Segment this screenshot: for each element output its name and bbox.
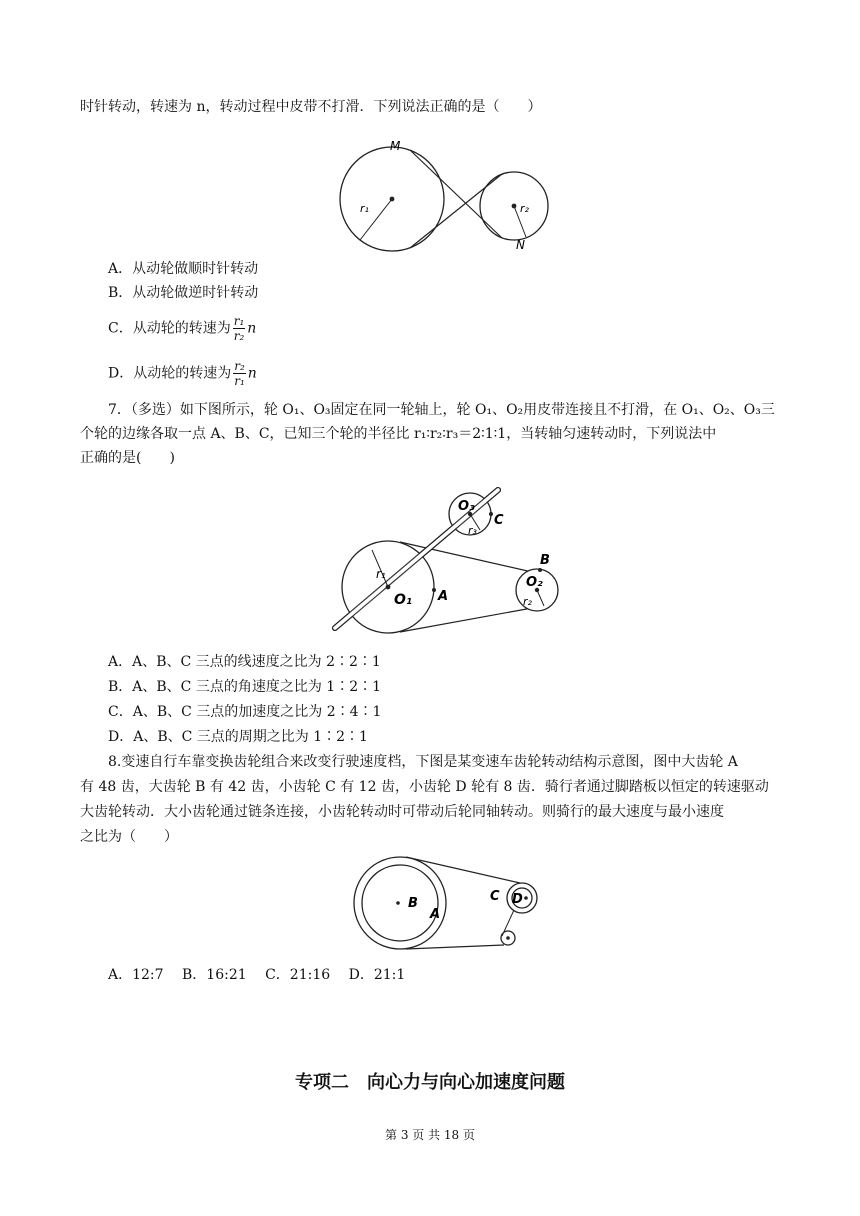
q8-gear-chain-figure <box>350 856 550 956</box>
q7-label-B: B <box>540 553 550 568</box>
q6-option-c-fraction <box>233 314 246 343</box>
q8-options: A．12:7 B．16:21 C．21:16 D．21:1 <box>108 967 406 983</box>
q7-label-r1: r₁ <box>376 567 386 581</box>
q7-label-r2: r₂ <box>523 595 532 608</box>
q7-label-r3: r₃ <box>468 524 477 537</box>
q7-label-O2: O₂ <box>526 575 543 590</box>
q6-label-r2: r₂ <box>520 202 529 215</box>
q6-option-b: B．从动轮做逆时针转动 <box>108 285 259 301</box>
q7-option-a: A．A、B、C 三点的线速度之比为 2∶2∶1 <box>108 654 381 670</box>
q7-stem-line1: 7．（多选）如下图所示，轮 O₁、O₃固定在同一轮轴上，轮 O₁、O₂用皮带连接且不打滑，在 O₁、O₂、O₃三 <box>108 402 775 418</box>
q7-label-C: C <box>494 513 504 528</box>
q7-three-wheel-figure <box>330 478 565 638</box>
q8-label-B: B <box>408 896 418 911</box>
section-heading: 专项二 向心力与向心加速度问题 <box>295 1072 565 1093</box>
q6-option-c <box>108 314 256 343</box>
q7-stem-line3: 正确的是( ) <box>80 450 175 466</box>
q7-option-b: B．A、B、C 三点的角速度之比为 1∶2∶1 <box>108 679 382 695</box>
q6-option-c-numerator: r₁ <box>233 314 245 328</box>
q7-option-d: D．A、B、C 三点的周期之比为 1∶2∶1 <box>108 729 368 745</box>
q6-text-tail: 时针转动，转速为 n，转动过程中皮带不打滑．下列说法正确的是（ ） <box>80 99 542 115</box>
page-footer: 第 3 页 共 18 页 <box>385 1128 475 1142</box>
q8-stem-line4: 之比为（ ） <box>80 829 178 845</box>
q6-option-c-denominator: r₂ <box>233 329 245 343</box>
q6-option-d-fraction <box>233 359 246 388</box>
q6-option-a: A．从动轮做顺时针转动 <box>108 261 259 277</box>
q7-label-O3: O₃ <box>458 499 475 514</box>
q7-label-O1: O₁ <box>394 592 413 608</box>
q8-label-C: C <box>490 889 500 904</box>
q6-option-d-n: n <box>247 365 257 382</box>
q6-option-c-prefix: C．从动轮的转速为 <box>108 320 231 337</box>
q6-belt-pulley-figure <box>330 136 560 256</box>
q7-stem-line2: 个轮的边缘各取一点 A、B、C，已知三个轮的半径比 r₁∶r₂∶r₃＝2∶1∶1，当转轴匀速转动时，下列说法中 <box>80 426 717 442</box>
q8-label-D: D <box>512 892 523 907</box>
q7-label-A: A <box>438 589 449 604</box>
q6-label-M: M <box>390 139 401 153</box>
q8-stem-line1: 8.变速自行车靠变换齿轮组合来改变行驶速度档，下图是某变速车齿轮转动结构示意图，图中大齿轮 A <box>108 754 738 770</box>
q6-option-d <box>108 359 257 388</box>
q8-stem-line2: 有 48 齿，大齿轮 B 有 42 齿，小齿轮 C 有 12 齿，小齿轮 D 轮有 8 齿．骑行者通过脚踏板以恒定的转速驱动 <box>80 779 769 795</box>
q6-option-d-denominator: r₁ <box>234 374 245 388</box>
q6-label-N: N <box>516 238 525 252</box>
q6-label-r1: r₁ <box>360 202 369 215</box>
q6-option-d-numerator: r₂ <box>234 359 245 373</box>
q6-option-c-n: n <box>247 320 257 337</box>
q8-stem-line3: 大齿轮转动．大小齿轮通过链条连接，小齿轮转动时可带动后轮同轴转动。则骑行的最大速度与最小速度 <box>80 804 724 820</box>
q6-option-d-prefix: D．从动轮的转速为 <box>108 365 232 382</box>
q8-label-A: A <box>430 907 441 922</box>
q7-option-c: C．A、B、C 三点的加速度之比为 2∶4∶1 <box>108 704 382 720</box>
